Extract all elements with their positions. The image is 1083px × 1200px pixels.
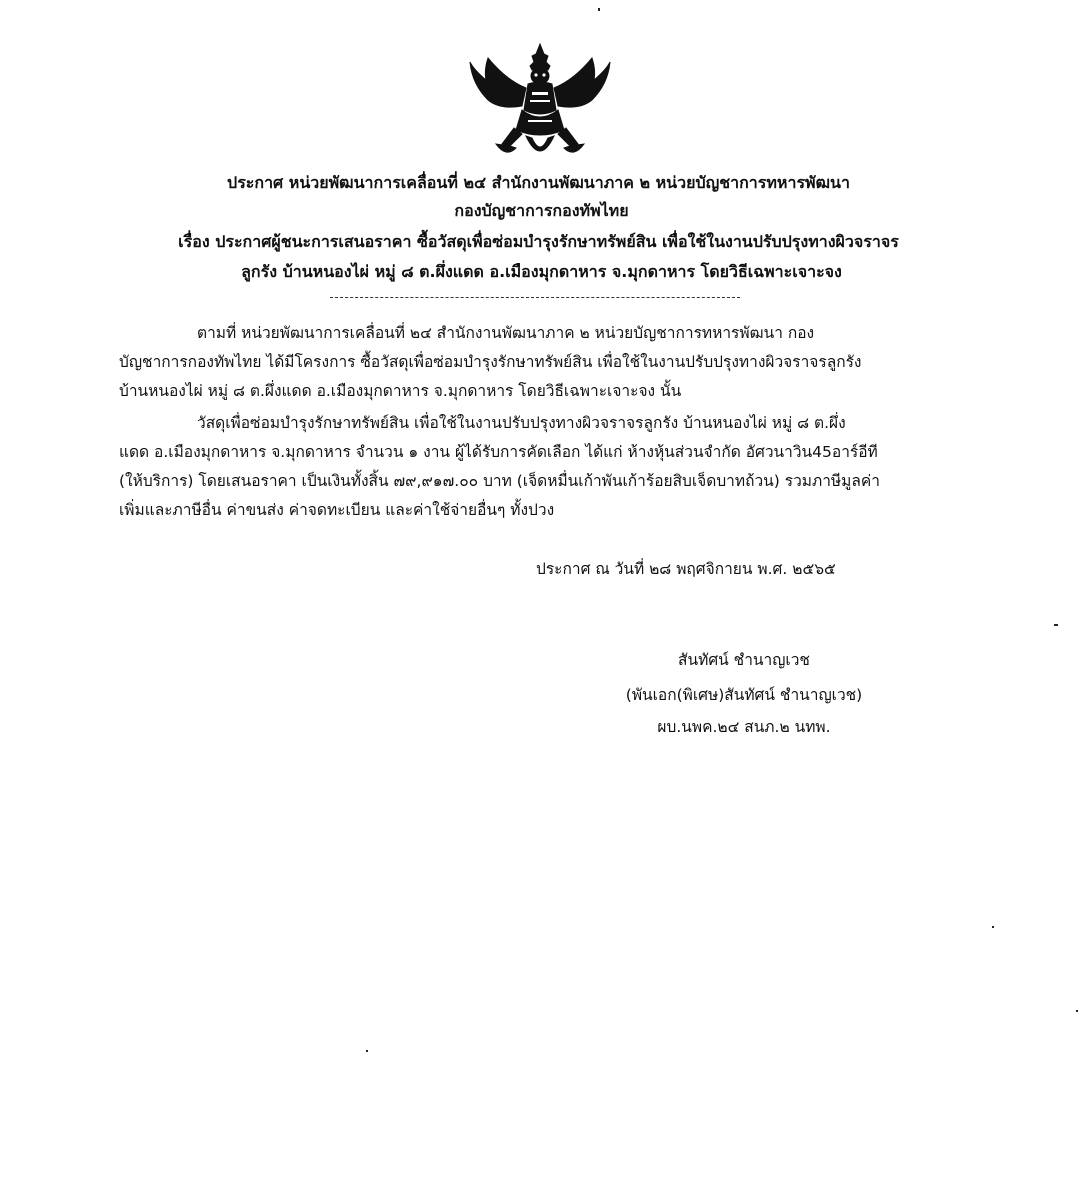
- header-divider: [330, 297, 740, 298]
- signatory-name: สันทัศน์ ชำนาญเวช: [678, 651, 810, 669]
- scan-speck: [598, 8, 600, 11]
- subject-line-2: ลูกรัง บ้านหนองไผ่ หมู่ ๘ ต.ผึ่งแดด อ.เมืองมุกดาหาร จ.มุกดาหาร โดยวิธีเฉพาะเจาะจง: [241, 262, 842, 281]
- announcement-date: ประกาศ ณ วันที่ ๒๘ พฤศจิกายน พ.ศ. ๒๕๖๕: [536, 560, 836, 578]
- garuda-emblem-icon: [466, 40, 614, 166]
- subject-line-1: เรื่อง ประกาศผู้ชนะการเสนอราคา ซื้อวัสดุเพื่อซ่อมบำรุงรักษาทรัพย์สิน เพื่อใช้ในงานปรับปรุงทางผิวจราจร: [178, 232, 899, 251]
- paragraph-1-line-2: บัญชาการกองทัพไทย ได้มีโครงการ ซื้อวัสดุเพื่อซ่อมบำรุงรักษาทรัพย์สิน เพื่อใช้ในงานปรับปรุงทางผิวจราจรลูกรัง: [119, 353, 862, 371]
- paragraph-2-line-3: (ให้บริการ) โดยเสนอราคา เป็นเงินทั้งสิ้น ๗๙,๙๑๗.๐๐ บาท (เจ็ดหมื่นเก้าพันเก้าร้อยสิบเจ็ดบาทถ้วน) รวมภาษีมูลค่า: [119, 472, 880, 490]
- paragraph-2-line-2: แดด อ.เมืองมุกดาหาร จ.มุกดาหาร จำนวน ๑ งาน ผู้ได้รับการคัดเลือก ได้แก่ ห้างหุ้นส่วนจำกัด อัศวนาวิน45อาร์อีที: [119, 443, 878, 461]
- scan-speck: [992, 926, 994, 928]
- scan-speck: [366, 1050, 368, 1052]
- scan-speck: [1054, 624, 1058, 626]
- signatory-position: ผบ.นพค.๒๔ สนภ.๒ นทพ.: [657, 718, 831, 736]
- paragraph-2-line-1: วัสดุเพื่อซ่อมบำรุงรักษาทรัพย์สิน เพื่อใช้ในงานปรับปรุงทางผิวจราจรลูกรัง บ้านหนองไผ่ หมู่ ๘ ต.ผึ่ง: [197, 414, 846, 432]
- signatory-full-name: (พันเอก(พิเศษ)สันทัศน์ ชำนาญเวช): [625, 686, 863, 704]
- paragraph-2-line-4: เพิ่มและภาษีอื่น ค่าขนส่ง ค่าจดทะเบียน และค่าใช้จ่ายอื่นๆ ทั้งปวง: [119, 501, 555, 519]
- paragraph-1-line-1: ตามที่ หน่วยพัฒนาการเคลื่อนที่ ๒๔ สำนักงานพัฒนาภาค ๒ หน่วยบัญชาการทหารพัฒนา กอง: [197, 324, 815, 342]
- scan-speck: [1076, 1010, 1078, 1012]
- announcement-title-line-1: ประกาศ หน่วยพัฒนาการเคลื่อนที่ ๒๔ สำนักงานพัฒนาภาค ๒ หน่วยบัญชาการทหารพัฒนา: [227, 173, 850, 192]
- announcement-title-line-2: กองบัญชาการกองทัพไทย: [454, 201, 629, 220]
- paragraph-1-line-3: บ้านหนองไผ่ หมู่ ๘ ต.ผึ่งแดด อ.เมืองมุกดาหาร จ.มุกดาหาร โดยวิธีเฉพาะเจาะจง นั้น: [119, 382, 682, 400]
